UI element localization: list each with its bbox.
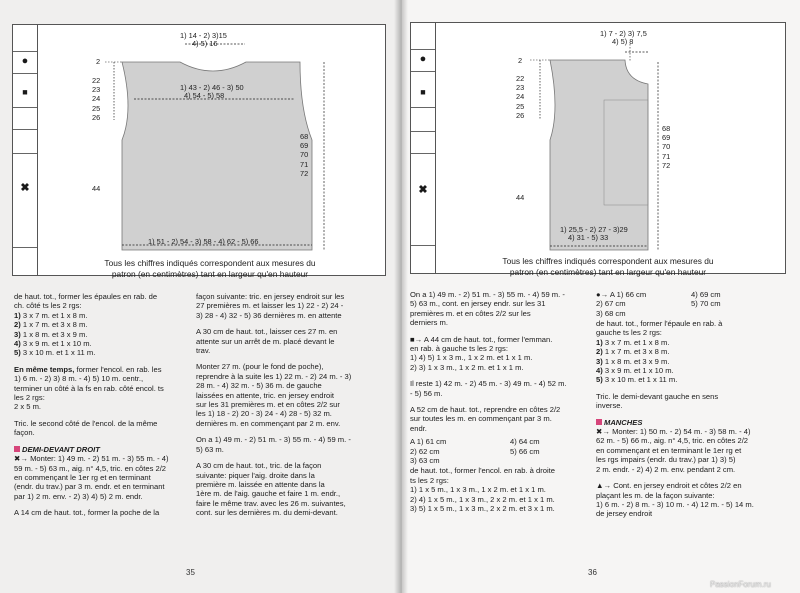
circle-symbol-icon: ● bbox=[419, 53, 427, 65]
circle-symbol-icon: ● bbox=[21, 55, 29, 67]
diagram-caption-left: Tous les chiffres indiqués correspondent aux mesures du patron (en centimètres) tant en largeur qu'en hauteur bbox=[104, 258, 316, 279]
text-column-right-2: ●→ A 1) 66 cm 2) 67 cm 3) 68 cm 4) 69 cm 5) 70 cm de haut. tot., former l'épaule en rab. à gauche ts les 2 rgs: 1) 3 x 7 m. et 1 x 8 m. 2) 1 x 7 m. et 3 x 8 m. 3) 1 x 8 m. et 3 x 9 m. 4) 3 x 9 m. et 1 x 10 m. 5) 3 x 10 m. et 1 x 11 m. Tric. le demi-devant gauche en sens inverse. MANCHES ✖→ Monter: 1) 50 m. - 2) 54 m. - 3) 58 m. - 4) 62 m. - 5) 66 m., aig. n° 4,5, tric. en côtes 2/2 en commençant et en terminant le 1er rg et les rgs impairs (endr. du trav.) par 1) 3) 5) 2 m. endr. - 2) 4) 2 m. env. pendant 2 cm. ▲→ Cont. en jersey endroit et côtes 2/2 en plaçant les m. de la façon suivante: 1) 6 m. - 2) 8 m. - 3) 10 m. - 4) 12 m. - 5) 14 m. de jersey endroit bbox=[596, 290, 754, 519]
watermark: PassionForum.ru bbox=[710, 580, 771, 589]
mid-height-label: 44 bbox=[516, 193, 525, 202]
row-label: 2 bbox=[518, 56, 523, 65]
height-labels: 68 69 70 71 72 bbox=[662, 124, 671, 170]
section-title-demi-devant: DEMI-DEVANT DROIT bbox=[14, 445, 168, 454]
text-column-left-2: façon suivante: tric. en jersey endroit sur les 27 premières m. et laisser les 1) 22 - 2) 24 - 3) 28 - 4) 32 - 5) 36 dernières m. en attente A 30 cm de haut. tot., laisser ces 27 m. en attente sur un arrêt de m. placé devant le trav. Monter 27 m. (pour le fond de poche), reprendre à la suite les 1) 22 m. - 2) 24 m. - 3) 28 m. - 4) 32 m. - 5) 36 m. de gauche laissées en attente, tric. en jersey endroit sur les 31 premières m. et en côtes 2/2 sur les 1) 18 - 2) 20 - 3) 24 - 4) 28 - 5) 32 m. dernières m. en commençant par 2 m. env. On a 1) 49 m. - 2) 51 m. - 3) 55 m. - 4) 59 m. - 5) 63 m. A 30 cm de haut. tot., tric. de la façon suivante: piquer l'aig. droite dans la première m. laissée en attente dans la 1ère m. de l'aig. gauche et faire 1 m. endr., faire le même trav. avec les 26 m. suivantes, cont. sur les dernières m. du demi-devant. bbox=[196, 292, 352, 518]
chest-width-label: 1) 43 - 2) 46 - 3) 50 4) 54 - 5) 58 bbox=[180, 83, 244, 100]
bottom-width-label: 1) 51 - 2) 54 - 3) 58 - 4) 62 - 5) 66 bbox=[148, 237, 259, 246]
right-page bbox=[400, 0, 800, 593]
section-title-manches: MANCHES bbox=[596, 418, 754, 427]
book-gutter bbox=[394, 0, 408, 593]
page-number-left: 35 bbox=[186, 568, 195, 577]
text-column-right-1: On a 1) 49 m. - 2) 51 m. - 3) 55 m. - 4) 59 m. - 5) 63 m., cont. en jersey endr. sur les 31 premières m. et en côtes 2/2 sur les derniers m. ■→ A 44 cm de haut. tot., former l'emman. en rab. à gauche ts les 2 rgs: 1) 4) 5) 1 x 3 m., 1 x 2 m. et 1 x 1 m. 2) 3) 1 x 3 m., 1 x 2 m. et 1 x 1 m. Il reste 1) 42 m. - 2) 45 m. - 3) 49 m. - 4) 52 m. - 5) 56 m. A 52 cm de haut. tot., reprendre en côtes 2/2 sur toutes les m. en commençant par 3 m. endr. A 1) 61 cm 2) 62 cm 3) 63 cm 4) 64 cm 5) 66 cm de haut. tot., former l'encol. en rab. à droite ts les 2 rgs: 1) 1 x 5 m., 1 x 3 m., 1 x 2 m. et 1 x 1 m. 2) 4) 1 x 5 m., 1 x 3 m., 2 x 2 m. et 1 x 1 m. 3) 5) 1 x 5 m., 1 x 3 m., 2 x 2 m. et 3 x 1 m. bbox=[410, 290, 567, 513]
mid-height-label: 44 bbox=[92, 184, 101, 193]
cross-symbol-icon: ✖ bbox=[418, 184, 428, 196]
row-label: 2 bbox=[96, 57, 101, 66]
neck-width-label: 1) 7 - 2) 3) 7,5 4) 5) 8 bbox=[600, 29, 647, 46]
diagram-caption-right: Tous les chiffres indiqués correspondent aux mesures du patron (en centimètres) tant en largeur qu'en hauteur bbox=[502, 256, 714, 277]
bottom-width-label: 1) 25,5 - 2) 27 - 3)29 4) 31 - 5) 33 bbox=[560, 225, 628, 242]
text-column-left-1: de haut. tot., former les épaules en rab. de ch. côté ts les 2 rgs: 1) 3 x 7 m. et 1 x 8 m. 2) 1 x 7 m. et 3 x 8 m. 3) 1 x 8 m. et 3 x 9 m. 4) 3 x 9 m. et 1 x 10 m. 5) 3 x 10 m. et 1 x 11 m. En même temps, former l'encol. en rab. les 1) 6 m. - 2) 3) 8 m. - 4) 5) 10 m. centr., terminer un côté à la fs en rab. côté encol. ts les 2 rgs: 2 x 5 m. Tric. le second côté de l'encol. de la même façon. DEMI-DEVANT DROIT ✖→ Monter: 1) 49 m. - 2) 51 m. - 3) 55 m. - 4) 59 m. - 5) 63 m., aig. n° 4,5, tric. en côtes 2/2 en commençant le 1er rg et en terminant (endr. du trav.) par 3 m. endr. et en terminant par 1) 2 m. env. - 2) 3) 4) 5) 2 m. endr. A 14 cm de haut. tot., former la poche de la bbox=[14, 292, 169, 518]
cross-symbol-icon: ✖ bbox=[20, 182, 30, 194]
side-measure-labels: 22 23 24 25 26 bbox=[92, 76, 101, 122]
page-number-right: 36 bbox=[588, 568, 597, 577]
square-symbol-icon: ■ bbox=[420, 87, 426, 97]
square-symbol-icon: ■ bbox=[22, 87, 28, 97]
side-measure-labels: 22 23 24 25 26 bbox=[516, 74, 525, 120]
neck-width-label: 1) 14 - 2) 3)15 4) 5) 16 bbox=[180, 31, 227, 48]
height-labels: 68 69 70 71 72 bbox=[300, 132, 309, 178]
